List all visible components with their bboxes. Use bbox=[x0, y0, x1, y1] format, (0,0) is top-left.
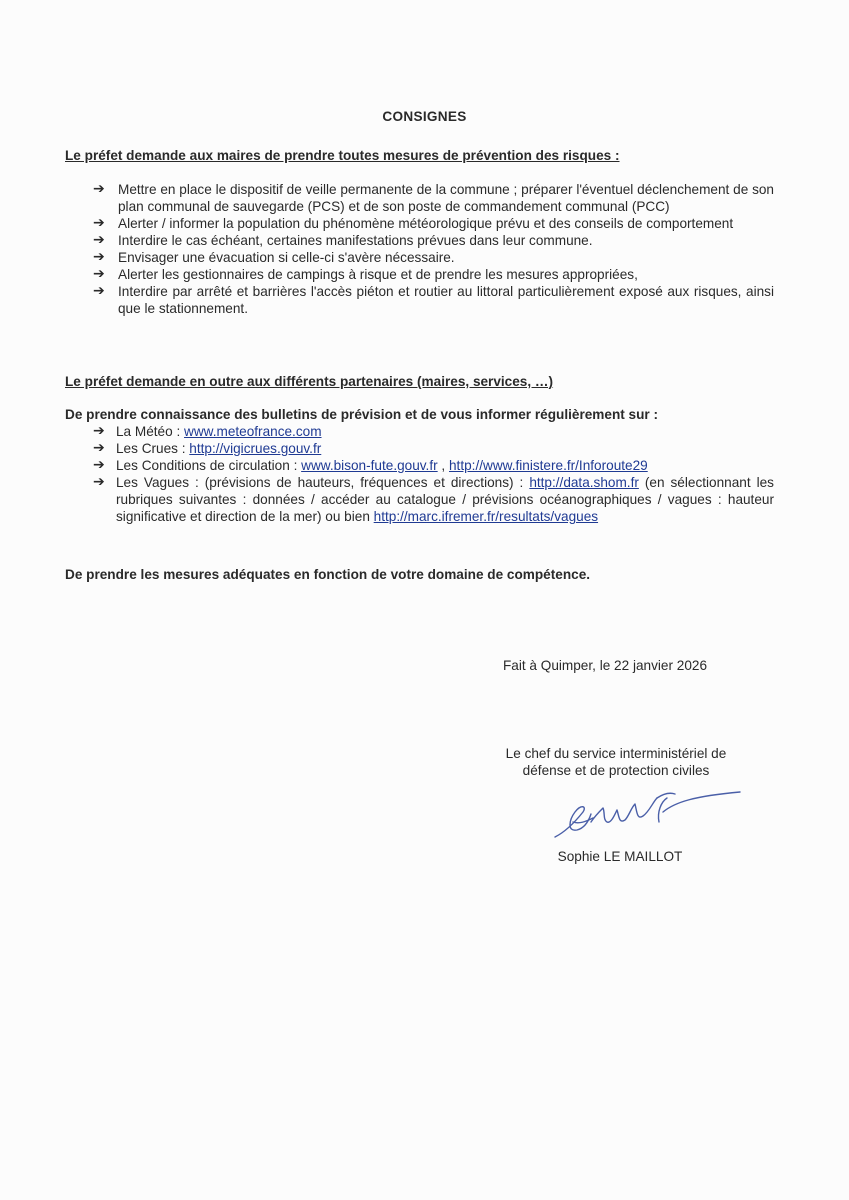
section2-intro: De prendre connaissance des bulletins de prévision et de vous informer régulièrement sur : bbox=[65, 407, 659, 422]
arrow-icon: ➔ bbox=[93, 440, 105, 456]
place-date: Fait à Quimper, le 22 janvier 2026 bbox=[503, 658, 708, 673]
list-item: ➔ Les Conditions de circulation : www.bison-fute.gouv.fr , http://www.finistere.fr/Inforoute29 bbox=[93, 457, 648, 473]
arrow-icon: ➔ bbox=[93, 215, 105, 231]
list-item: ➔ Alerter / informer la population du phénomène météorologique prévu et des conseils de comportement bbox=[93, 215, 734, 231]
signatory-role: Le chef du service interministériel de défense et de protection civiles bbox=[505, 746, 727, 778]
signer-name: Sophie LE MAILLOT bbox=[557, 849, 683, 864]
list-item: ➔ Envisager une évacuation si celle-ci s'avère nécessaire. bbox=[93, 249, 455, 265]
list-item: ➔ Interdire le cas échéant, certaines manifestations prévues dans leur commune. bbox=[93, 232, 593, 248]
arrow-icon: ➔ bbox=[93, 474, 105, 490]
arrow-icon: ➔ bbox=[93, 423, 105, 439]
arrow-icon: ➔ bbox=[93, 283, 105, 299]
arrow-icon: ➔ bbox=[93, 457, 105, 473]
section2-heading: Le préfet demande en outre aux différents partenaires (maires, services, …) bbox=[65, 374, 554, 389]
ifremer-link[interactable]: http://marc.ifremer.fr/resultats/vagues bbox=[373, 509, 599, 524]
section1-heading: Le préfet demande aux maires de prendre toutes mesures de prévention des risques : bbox=[65, 148, 620, 163]
list-item: ➔ Interdire par arrêté et barrières l'accès piéton et routier au littoral particulièrement exposé aux risques, ainsi que le stationnement. bbox=[93, 283, 774, 316]
list-item: ➔ Les Crues : http://vigicrues.gouv.fr bbox=[93, 440, 322, 456]
handwritten-signature bbox=[545, 782, 745, 852]
bison-fute-link[interactable]: www.bison-fute.gouv.fr bbox=[301, 458, 438, 473]
arrow-icon: ➔ bbox=[93, 266, 105, 282]
list-item: ➔ Alerter les gestionnaires de campings à risque et de prendre les mesures appropriées, bbox=[93, 266, 638, 282]
inforoute-link[interactable]: http://www.finistere.fr/Inforoute29 bbox=[449, 458, 648, 473]
meteo-link[interactable]: www.meteofrance.com bbox=[184, 424, 322, 439]
arrow-icon: ➔ bbox=[93, 232, 105, 248]
list-item: ➔ Mettre en place le dispositif de veille permanente de la commune ; préparer l'éventuel déclenchement de son plan communal de sauvegarde (PCS) et de son poste de commandement communal (PCC) bbox=[93, 181, 774, 214]
list-item: ➔ Les Vagues : (prévisions de hauteurs, fréquences et directions) : http://data.shom.fr (en sélectionnant les rubriques suivantes : données / accéder au catalogue / prévisions océanographiques / vagues : hauteur significative et direction de la mer) ou bien http://marc.ifremer.fr/resultats/vagues bbox=[93, 474, 774, 524]
page-title: CONSIGNES bbox=[382, 109, 467, 124]
arrow-icon: ➔ bbox=[93, 181, 105, 197]
crues-link[interactable]: http://vigicrues.gouv.fr bbox=[189, 441, 322, 456]
arrow-icon: ➔ bbox=[93, 249, 105, 265]
shom-link[interactable]: http://data.shom.fr bbox=[529, 475, 639, 490]
section2-closing: De prendre les mesures adéquates en fonction de votre domaine de compétence. bbox=[65, 567, 591, 582]
section1-list bbox=[93, 181, 774, 317]
list-item: ➔ La Météo : www.meteofrance.com bbox=[93, 423, 322, 439]
bulletin-list bbox=[93, 423, 774, 525]
